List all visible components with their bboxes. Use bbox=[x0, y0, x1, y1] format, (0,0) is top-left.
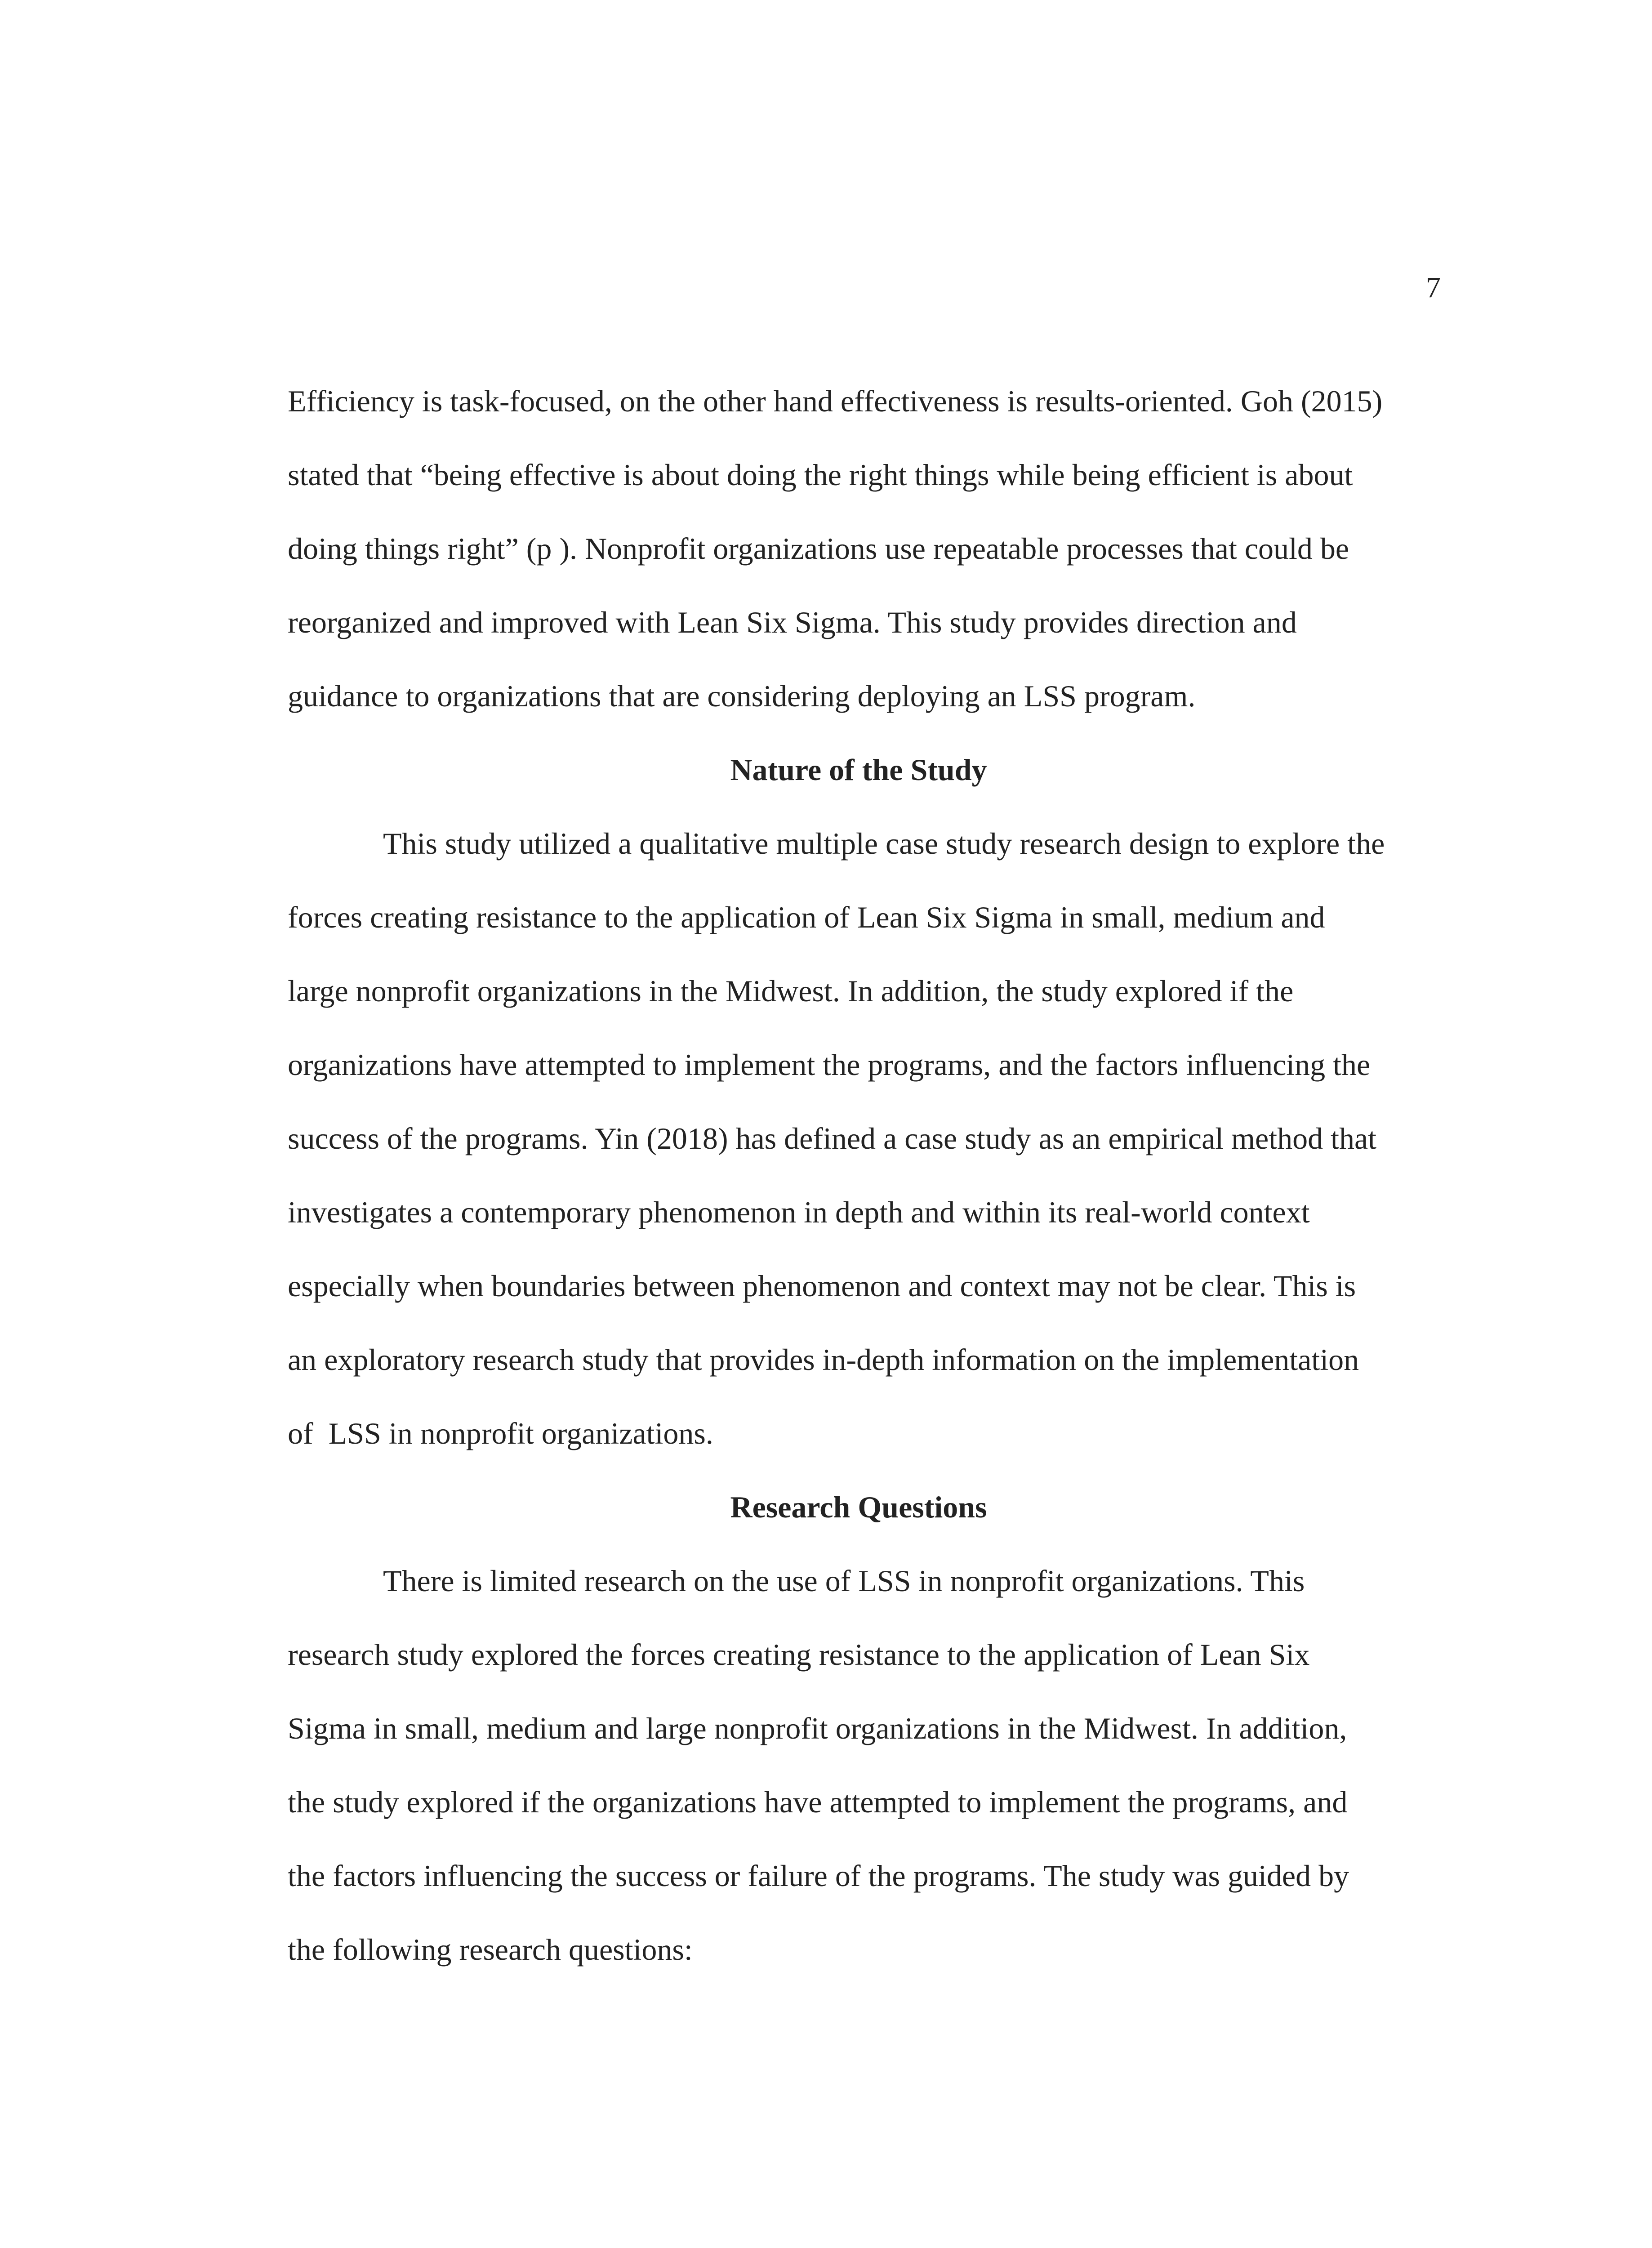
paragraph-line: forces creating resistance to the application of Lean Six Sigma in small, medium and bbox=[288, 900, 1325, 934]
paragraph-line: the factors influencing the success or failure of the programs. The study was guided by bbox=[288, 1859, 1349, 1893]
section-heading-nature-of-study: Nature of the Study bbox=[730, 753, 987, 787]
paragraph-line: reorganized and improved with Lean Six Sigma. This study provides direction and bbox=[288, 605, 1297, 639]
paragraph-line: research study explored the forces creating resistance to the application of Lean Six bbox=[288, 1637, 1310, 1672]
paragraph-line: Efficiency is task-focused, on the other hand effectiveness is results-oriented. Goh (2015) bbox=[288, 384, 1383, 418]
paragraph-line: an exploratory research study that provides in-depth information on the implementation bbox=[288, 1343, 1359, 1377]
paragraph-line: stated that “being effective is about doing the right things while being efficient is about bbox=[288, 458, 1353, 492]
paragraph-line: of LSS in nonprofit organizations. bbox=[288, 1416, 713, 1450]
paragraph-line: guidance to organizations that are considering deploying an LSS program. bbox=[288, 679, 1196, 713]
paragraph-line: large nonprofit organizations in the Midwest. In addition, the study explored if the bbox=[288, 974, 1294, 1008]
page-number: 7 bbox=[1426, 271, 1441, 304]
paragraph-line: doing things right” (p ). Nonprofit organizations use repeatable processes that could be bbox=[288, 531, 1349, 566]
paragraph-line: the study explored if the organizations have attempted to implement the programs, and bbox=[288, 1785, 1348, 1819]
paragraph-nature-of-study bbox=[288, 807, 1429, 1470]
paragraph-line: organizations have attempted to implement the programs, and the factors influencing the bbox=[288, 1048, 1371, 1082]
paragraph-line: There is limited research on the use of LSS in nonprofit organizations. This bbox=[383, 1564, 1305, 1598]
paragraph-line: success of the programs. Yin (2018) has defined a case study as an empirical method that bbox=[288, 1121, 1377, 1155]
section-heading-research-questions: Research Questions bbox=[730, 1490, 987, 1524]
document-body bbox=[288, 364, 1429, 1986]
paragraph-line: This study utilized a qualitative multiple case study research design to explore the bbox=[383, 826, 1385, 861]
paragraph-line: Sigma in small, medium and large nonprofit organizations in the Midwest. In addition, bbox=[288, 1711, 1347, 1745]
paragraph-efficiency bbox=[288, 364, 1429, 733]
paragraph-line: especially when boundaries between phenomenon and context may not be clear. This is bbox=[288, 1269, 1356, 1303]
paragraph-line: the following research questions: bbox=[288, 1932, 693, 1967]
paragraph-line: investigates a contemporary phenomenon in depth and within its real-world context bbox=[288, 1195, 1310, 1229]
paragraph-research-questions bbox=[288, 1544, 1429, 1986]
